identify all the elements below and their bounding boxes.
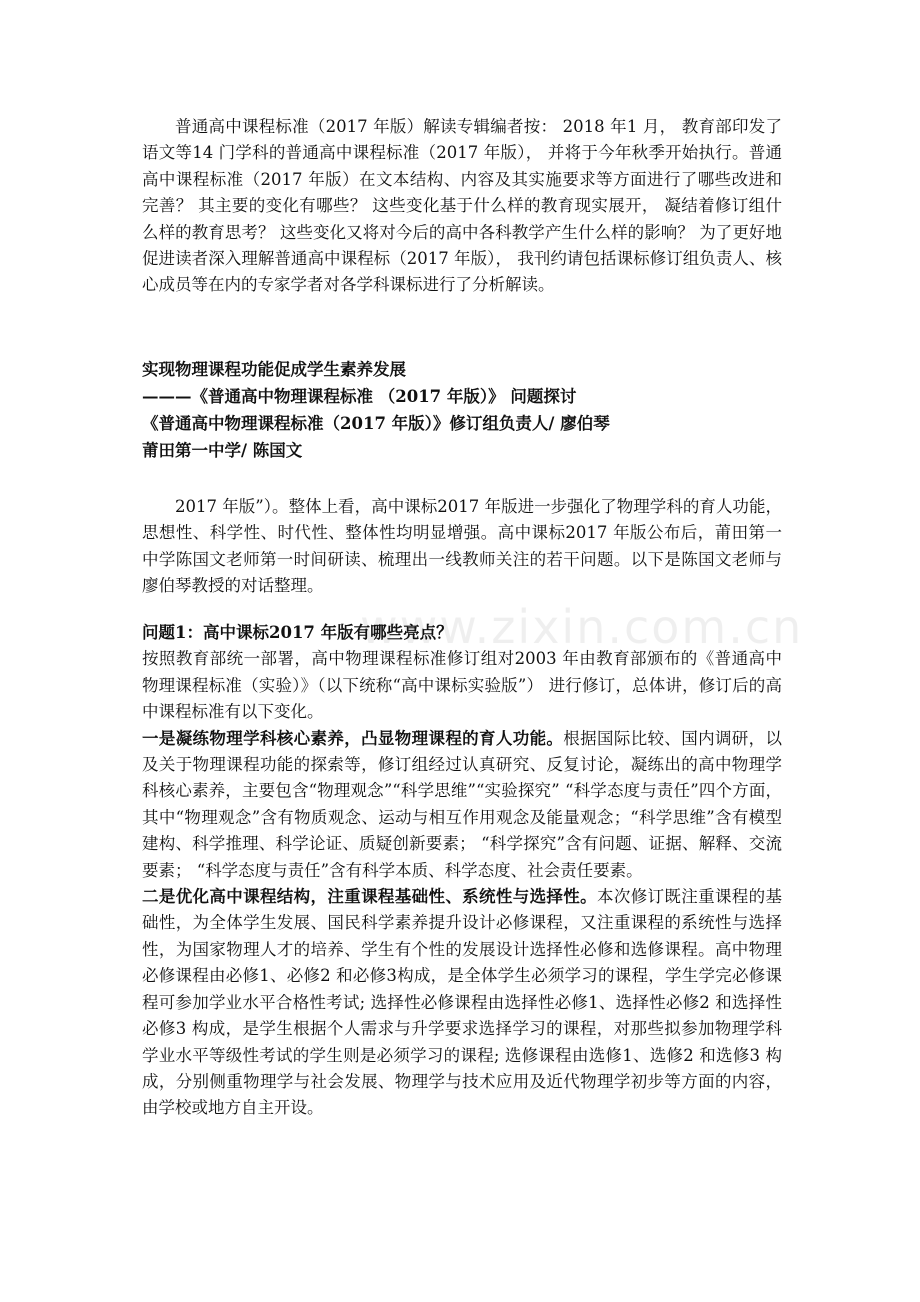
article-heading (142, 356, 782, 464)
overview-text: 2017 年版”）。整体上看，高中课标2017 年版进一步强化了物理学科的育人功能，思想性、科学性、时代性、整体性均明显增强。高中课标2017 年版公布后，莆田第一中学陈国文老师第一时间研读、梳理出一线教师关注的若干问题。以下是陈国文老师与廖伯琴教授的对话整理。 (142, 497, 782, 596)
qa-section (142, 620, 782, 1122)
article-author-2: 莆田第一中学/ 陈国文 (142, 441, 303, 460)
point-2-heading: 二是优化高中课程结构，注重课程基础性、系统性与选择性。 (142, 887, 597, 907)
question-heading: 问题1：高中课标2017 年版有哪些亮点？ (142, 623, 453, 642)
answer-intro: 按照教育部统一部署，高中物理课程标准修订组对2003 年由教育部颁布的《普通高中物理课程标准（实验）》（以下统称“高中课标实验版”） 进行修订，总体讲，修订后的高中课程标准有以下变化。 (142, 649, 782, 722)
editor-note-text: 普通高中课程标准（2017 年版）解读专辑编者按： 2018 年1 月， 教育部印发了语文等14 门学科的普通高中课程标准（2017 年版）， 并将于今年秋季开始执行。普通高中课程标准（2017 年版）在文本结构、内容及其实施要求等方面进行了哪些改进和完善？ 其主要的变化有哪些？ 这些变化基于什么样的教育现实展开， 凝结着修订组什么样的教育思考？ 这些变化又将对今后的高中各科教学产生什么样的影响？ 为了更好地促进读者深入理解普通高中课程标（2017 年版）， 我刊约请包括课标修订组负责人、核心成员等在内的专家学者对各学科课标进行了分析解读。 (142, 117, 782, 295)
point-2-body: 本次修订既注重课程的基础性，为全体学生发展、国民科学素养提升设计必修课程，又注重课程的系统性与选择性，为国家物理人才的培养、学生有个性的发展设计选择性必修和选修课程。高中物理必修课程由必修1、必修2 和必修3构成，是全体学生必须学习的课程，学生学完必修课程可参加学业水平合格性考试; 选择性必修课程由选择性必修1、选择性必修2 和选择性必修3 构成，是学生根据个人需求与升学要求选择学习的课程，对那些拟参加物理学科学业水平等级性考试的学生则是必须学习的课程; 选修课程由选修1、选修2 和选修3 构成，分别侧重物理学与社会发展、物理学与技术应用及近代物理学初步等方面的内容，由学校或地方自主开设。 (142, 887, 783, 1118)
article-subtitle: ———《普通高中物理课程标准 （2017 年版）》 问题探讨 (142, 387, 577, 406)
point-1 (142, 726, 782, 884)
article-author-1: 《普通高中物理课程标准（2017 年版）》修订组负责人/ 廖伯琴 (142, 414, 610, 433)
article-title: 实现物理课程功能促成学生素养发展 (142, 360, 406, 379)
point-2 (142, 884, 782, 1122)
overview-paragraph (142, 494, 782, 600)
point-1-heading: 一是凝练物理学科核心素养，凸显物理课程的育人功能。 (142, 728, 564, 748)
editor-note-paragraph (142, 114, 782, 299)
point-1-body: 根据国际比较、国内调研，以及关于物理课程功能的探索等，修订组经过认真研究、反复讨论，凝练出的高中物理学科核心素养，主要包含“物理观念”“科学思维”“实验探究” “科学态度与责任”四个方面，其中“物理观念”含有物质观念、运动与相互作用观念及能量观念；“科学思维”含有模型建构、科学推理、科学论证、质疑创新要素； “科学探究”含有问题、证据、解释、交流要素； “科学态度与责任”含有科学本质、科学态度、社会责任要素。 (142, 728, 783, 880)
watermark: www.zixin.com.cn (360, 600, 804, 654)
